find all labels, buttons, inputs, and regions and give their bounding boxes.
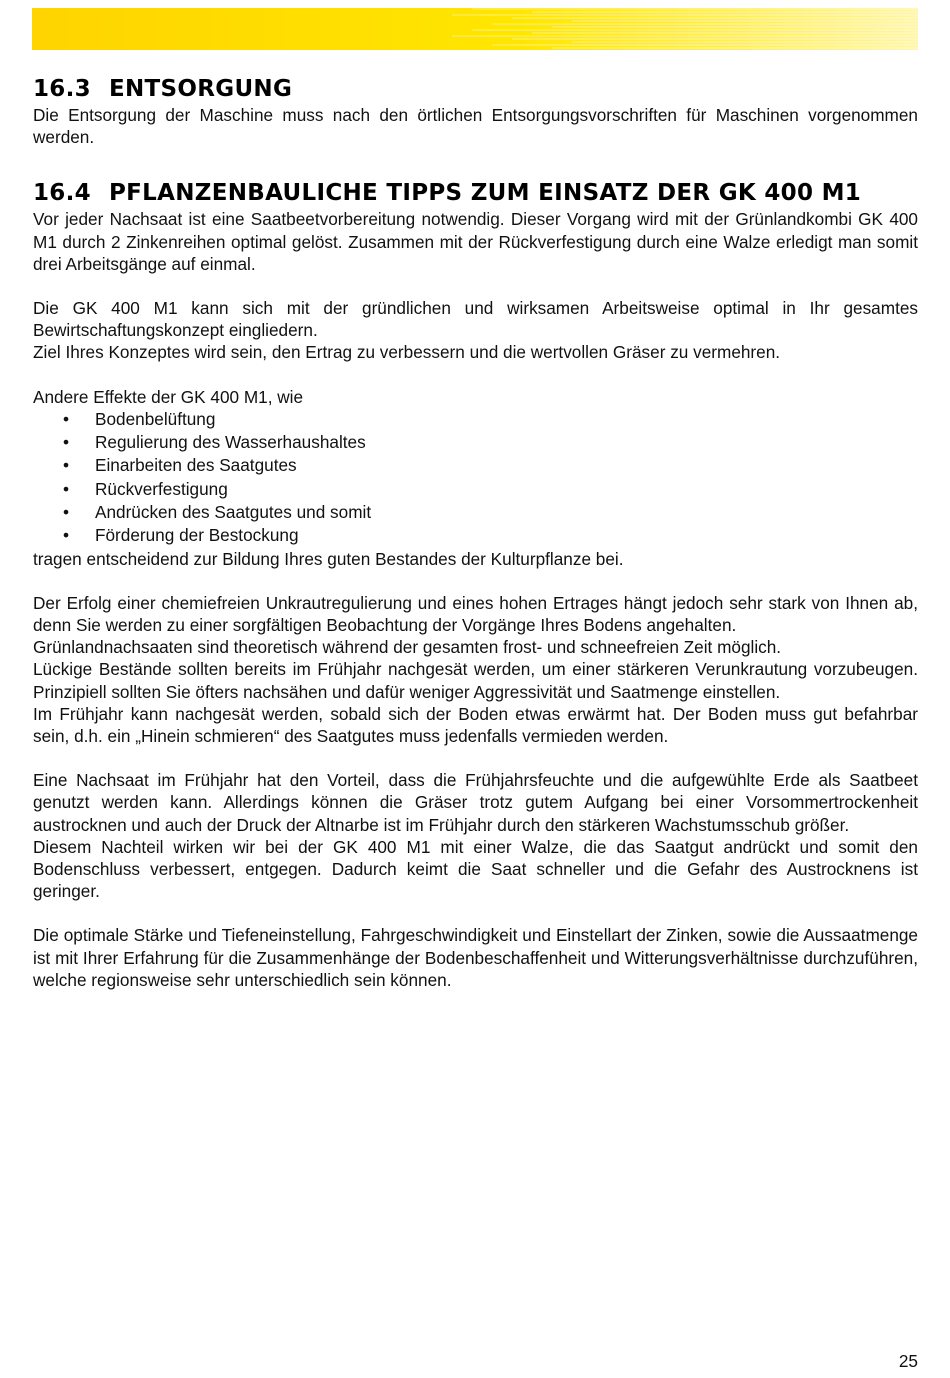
paragraph: Im Frühjahr kann nachgesät werden, sobald sich der Boden etwas erwärmt hat. Der Boden muss gut befahrbar sein, d.h. ein „Hinein schmieren“ des Saatgutes muss jedenfalls vermieden werden. <box>33 703 918 747</box>
paragraph: Die GK 400 M1 kann sich mit der gründlichen und wirksamen Arbeitsweise optimal in Ihr gesamtes Bewirtschaftungskonzept eingliedern. <box>33 298 918 341</box>
paragraph: Andere Effekte der GK 400 M1, wie <box>33 386 304 407</box>
bullet-icon: • <box>63 408 70 429</box>
section-number: 16.3 <box>33 76 91 102</box>
bullet-icon: • <box>63 432 70 453</box>
list-item-text: Bodenbelüftung <box>95 408 216 429</box>
bullet-icon: • <box>63 525 70 546</box>
section-number: 16.4 <box>33 180 91 207</box>
paragraph: Der Erfolg einer chemiefreien Unkrautregulierung und eines hohen Ertrages hängt jedoch sehr stark von Ihnen ab, denn Sie werden zu einer sorgfältigen Beobachtung der Vorgänge Ihres Bodens angehalten. <box>33 592 918 636</box>
section-heading-entsorgung <box>33 74 918 104</box>
list-item <box>33 501 918 524</box>
list-item <box>33 524 918 547</box>
paragraph: Die optimale Stärke und Tiefeneinstellung, Fahrgeschwindigkeit und Einstellart der Zinken, sowie die Aussaatmenge ist mit Ihrer Erfahrung für die Zusammenhänge der Bodenbeschaffenheit und Witterungsverhältnisse durchzuführen, welche regionsweise sehr unterschiedlich sein können. <box>33 925 918 990</box>
section-title: PFLANZENBAULICHE TIPPS ZUM EINSATZ DER GK 400 M1 <box>109 180 862 207</box>
paragraph: Diesem Nachteil wirken wir bei der GK 400 M1 mit einer Walze, die das Saatgut andrückt und somit den Bodenschluss verbessert, entgegen. Dadurch keimt die Saat schneller und die Gefahr des Austrocknens ist geringer. <box>33 836 918 902</box>
effects-list <box>33 408 918 548</box>
list-item <box>33 478 918 501</box>
paragraph: Grünlandnachsaaten sind theoretisch während der gesamten frost- und schneefreien Zeit möglich. <box>33 637 782 658</box>
paragraph: Vor jeder Nachsaat ist eine Saatbeetvorbereitung notwendig. Dieser Vorgang wird mit der Grünlandkombi GK 400 M1 durch 2 Zinkenreihen optimal gelöst. Zusammen mit der Rückverfestigung durch eine Walze erledigt man somit drei Arbeitsgänge auf einmal. <box>33 209 918 274</box>
header-band-graphic <box>32 8 918 50</box>
list-item-text: Förderung der Bestockung <box>95 525 299 546</box>
list-item-text: Einarbeiten des Saatgutes <box>95 455 297 476</box>
section-title: ENTSORGUNG <box>109 76 293 102</box>
header-decoration-band <box>32 8 918 50</box>
list-item <box>33 454 918 477</box>
bullet-icon: • <box>63 502 70 523</box>
bullet-icon: • <box>63 478 70 499</box>
page-number: 25 <box>898 1351 918 1371</box>
list-item-text: Regulierung des Wasserhaushaltes <box>95 432 366 453</box>
header-band-fill <box>32 8 918 50</box>
page-content <box>33 74 918 991</box>
section-heading-pflanzenbau <box>33 178 918 208</box>
paragraph: tragen entscheidend zur Bildung Ihres guten Bestandes der Kulturpflanze bei. <box>33 548 624 569</box>
paragraph: Die Entsorgung der Maschine muss nach den örtlichen Entsorgungsvorschriften für Maschinen vorgenommen werden. <box>33 105 918 148</box>
list-item-text: Rückverfestigung <box>95 478 228 499</box>
paragraph: Eine Nachsaat im Frühjahr hat den Vorteil, dass die Frühjahrsfeuchte und die aufgewühlte Erde als Saatbeet genutzt werden kann. Allerdings können die Gräser trotz gutem Aufgang bei einer Vorsommertrockenheit austrocknen und auch der Druck der Altnarbe ist im Frühjahr durch den stärkeren Wachstumsschub größer. <box>33 770 918 835</box>
list-item-text: Andrücken des Saatgutes und somit <box>95 502 372 523</box>
list-item <box>33 408 918 431</box>
list-item <box>33 431 918 454</box>
paragraph: Lückige Bestände sollten bereits im Frühjahr nachgesät werden, um einer stärkeren Verunkrautung vorzubeugen. Prinzipiell sollten Sie öfters nachsähen und dafür weniger Aggressivität und Saatmenge einstellen. <box>33 659 918 702</box>
bullet-icon: • <box>63 455 70 476</box>
paragraph: Ziel Ihres Konzeptes wird sein, den Ertrag zu verbessern und die wertvollen Gräser zu vermehren. <box>33 342 781 363</box>
